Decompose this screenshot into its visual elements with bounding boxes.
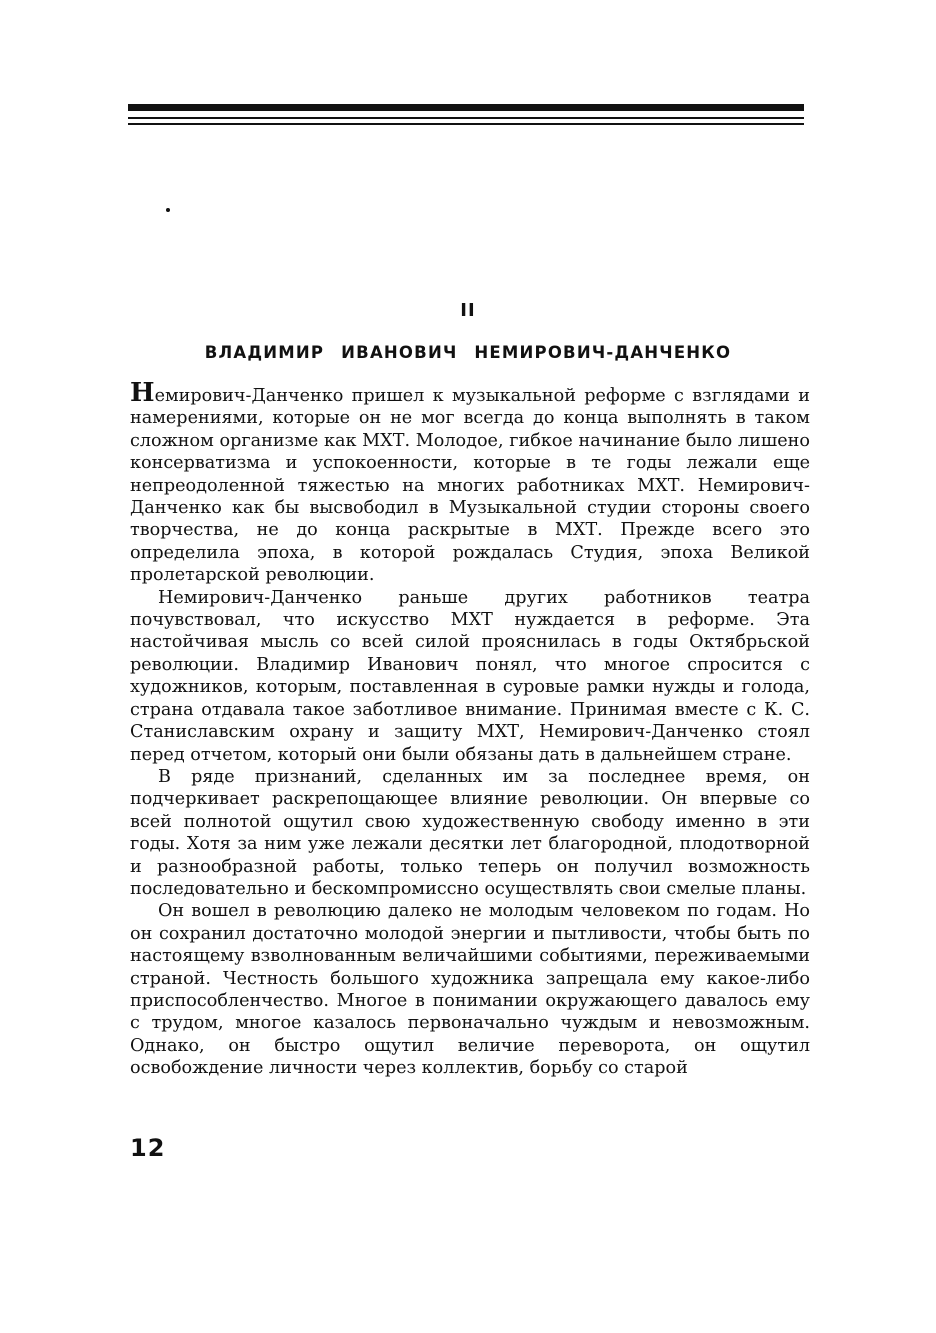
chapter-number: II xyxy=(460,300,476,321)
paragraph-1 xyxy=(130,378,810,587)
body-text xyxy=(130,378,810,1080)
paragraph-1-text: емирович-Данченко пришел к музыкальной реформе с взглядами и намерениями, которые он не мог всегда до конца выполнять в таком сложном организме как МХТ. Молодое, гибкое начинание было лишено консерватизма и успокоенности, которые в те годы лежали еще непреодоленной тяжестью на многих работниках МХТ. Немирович-Данченко как бы высвободил в Музыкальной студии стороны своего творчества, не до конца раскрытые в МХТ. Прежде всего это определила эпоха, в которой рождалась Студия, эпоха Великой пролетарской революции. xyxy=(130,386,810,586)
drop-cap: Н xyxy=(130,378,155,408)
paragraph-2: Немирович-Данченко раньше других работников театра почувствовал, что искусство МХТ нуждается в реформе. Эта настойчивая мысль со всей силой прояснилась в годы Октябрьской революции. Владимир Иванович понял, что многое спросится с художников, которым, поставленная в суровые рамки нужды и голода, страна отдавала такое заботливое внимание. Принимая вместе с К. С. Станиславским охрану и защиту МХТ, Немирович-Данченко стоял перед отчетом, который они были обязаны дать в дальнейшем стране. xyxy=(130,587,810,765)
header-rule-thick xyxy=(128,104,804,111)
header-rule-thin-2 xyxy=(128,123,804,125)
print-speck xyxy=(166,208,170,212)
paragraph-4: Он вошел в революцию далеко не молодым человеком по годам. Но он сохранил достаточно молодой энергии и пытливости, чтобы быть по настоящему взволнованным величайшими событиями, переживаемыми страной. Честность большого художника запрещала ему какое-либо приспособленчество. Многое в понимании окружающего давалось ему с трудом, многое казалось первоначально чуждым и невозможным. Однако, он быстро ощутил величие переворота, он ощутил освобождение личности через коллектив, борьбу со старой xyxy=(130,901,810,1079)
chapter-title: ВЛАДИМИР ИВАНОВИЧ НЕМИРОВИЧ-ДАНЧЕНКО xyxy=(204,343,732,362)
paragraph-3: В ряде признаний, сделанных им за последнее время, он подчеркивает раскрепощающее влияние революции. Он впервые со всей полнотой ощутил свою художественную свободу именно в эти годы. Хотя за ним уже лежали десятки лет благородной, плодотворной и разнообразной работы, только теперь он получил возможность последовательно и бескомпромиссно осуществлять свои смелые планы. xyxy=(130,766,810,899)
page-number: 12 xyxy=(130,1134,166,1162)
header-rule-thin-1 xyxy=(128,117,804,119)
